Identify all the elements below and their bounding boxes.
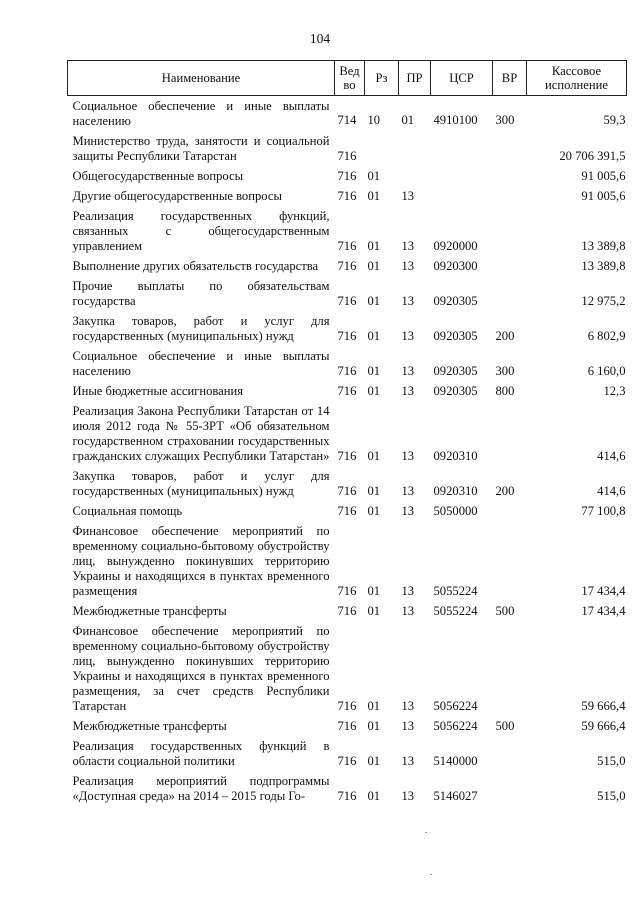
scan-speck xyxy=(430,874,432,875)
row-pr: 13 xyxy=(401,484,415,498)
page-number: 104 xyxy=(309,31,331,46)
row-rz: 01 xyxy=(367,754,381,768)
scan-speck xyxy=(425,832,427,833)
row-ved: 716 xyxy=(337,719,357,733)
row-rz: 01 xyxy=(367,699,381,713)
row-csr: 5146027 xyxy=(433,789,478,803)
row-ved: 716 xyxy=(337,149,357,163)
row-sum: 77 100,8 xyxy=(581,504,626,518)
row-vr: 200 xyxy=(495,329,515,343)
row-sum: 6 802,9 xyxy=(587,329,626,343)
row-rz: 01 xyxy=(367,484,381,498)
row-vr xyxy=(493,736,527,771)
row-ved: 716 xyxy=(337,584,357,598)
row-sum: 515,0 xyxy=(597,789,626,803)
row-sum: 13 389,8 xyxy=(581,259,626,273)
budget-table xyxy=(67,60,627,806)
row-pr: 13 xyxy=(401,259,415,273)
row-rz xyxy=(365,131,399,166)
row-sum: 515,0 xyxy=(597,754,626,768)
row-rz: 01 xyxy=(367,294,381,308)
table-row xyxy=(68,311,627,346)
row-sum: 17 434,4 xyxy=(581,604,626,618)
row-ved: 716 xyxy=(337,189,357,203)
row-rz: 01 xyxy=(367,259,381,273)
row-rz: 01 xyxy=(367,189,381,203)
row-pr: 13 xyxy=(401,504,415,518)
row-pr: 13 xyxy=(401,719,415,733)
row-pr: 13 xyxy=(401,294,415,308)
table-row xyxy=(68,601,627,621)
row-rz: 01 xyxy=(367,449,381,463)
row-pr: 13 xyxy=(401,604,415,618)
header-vr: ВР xyxy=(493,61,527,96)
table-row xyxy=(68,166,627,186)
row-rz: 01 xyxy=(367,329,381,343)
table-row xyxy=(68,381,627,401)
row-ved: 716 xyxy=(337,364,357,378)
row-ved: 716 xyxy=(337,504,357,518)
row-sum: 414,6 xyxy=(597,449,626,463)
row-pr: 13 xyxy=(401,789,415,803)
row-csr: 5056224 xyxy=(433,719,478,733)
table-row xyxy=(68,346,627,381)
row-pr: 13 xyxy=(401,384,415,398)
row-rz: 01 xyxy=(367,239,381,253)
row-pr: 13 xyxy=(401,364,415,378)
row-rz: 10 xyxy=(367,113,381,127)
row-csr: 5050000 xyxy=(433,504,478,518)
table-row xyxy=(68,401,627,466)
header-ved: Ведво xyxy=(335,61,365,96)
row-rz: 01 xyxy=(367,604,381,618)
row-csr: 0920000 xyxy=(433,239,478,253)
row-ved: 716 xyxy=(337,699,357,713)
row-csr: 4910100 xyxy=(433,113,478,127)
row-rz: 01 xyxy=(367,384,381,398)
table-row xyxy=(68,466,627,501)
header-sum: Кассовое исполнение xyxy=(527,61,627,96)
row-sum: 12 975,2 xyxy=(581,294,626,308)
row-ved: 716 xyxy=(337,239,357,253)
table-row xyxy=(68,771,627,806)
row-vr: 500 xyxy=(495,604,515,618)
row-ved: 716 xyxy=(337,384,357,398)
row-sum: 414,6 xyxy=(597,484,626,498)
row-sum: 17 434,4 xyxy=(581,584,626,598)
header-rz: Рз xyxy=(365,61,399,96)
row-csr: 0920300 xyxy=(433,259,478,273)
row-sum: 59,3 xyxy=(603,113,626,127)
row-rz: 01 xyxy=(367,789,381,803)
row-name: Межбюджетные трансферты xyxy=(72,604,227,618)
row-vr xyxy=(493,521,527,601)
table-row xyxy=(68,186,627,206)
row-vr xyxy=(493,131,527,166)
row-csr: 5056224 xyxy=(433,699,478,713)
row-name: Закупка товаров, работ и услуг для государственных (муниципальных) нужд xyxy=(72,314,330,343)
row-vr xyxy=(493,276,527,311)
row-csr: 0920310 xyxy=(433,449,478,463)
row-csr: 5055224 xyxy=(433,584,478,598)
row-vr: 300 xyxy=(495,113,515,127)
row-pr: 13 xyxy=(401,584,415,598)
row-csr: 0920305 xyxy=(433,364,478,378)
table-row xyxy=(68,276,627,311)
table-row xyxy=(68,256,627,276)
row-sum: 13 389,8 xyxy=(581,239,626,253)
row-ved: 716 xyxy=(337,294,357,308)
table-header-row xyxy=(68,61,627,96)
row-ved: 716 xyxy=(337,484,357,498)
row-csr: 0920305 xyxy=(433,329,478,343)
table-row xyxy=(68,96,627,132)
row-name: Социальная помощь xyxy=(72,504,183,518)
row-name: Реализация государственных функций в области социальной политики xyxy=(72,739,330,768)
row-ved: 716 xyxy=(337,754,357,768)
row-name: Выполнение других обязательств государства xyxy=(72,259,319,273)
row-ved: 716 xyxy=(337,449,357,463)
table-row xyxy=(68,716,627,736)
row-vr: 500 xyxy=(495,719,515,733)
row-sum: 91 005,6 xyxy=(581,189,626,203)
row-sum: 59 666,4 xyxy=(581,699,626,713)
table-row xyxy=(68,501,627,521)
row-csr: 0920305 xyxy=(433,384,478,398)
row-ved: 716 xyxy=(337,329,357,343)
table-row xyxy=(68,206,627,256)
row-rz: 01 xyxy=(367,584,381,598)
row-pr: 13 xyxy=(401,239,415,253)
row-rz: 01 xyxy=(367,364,381,378)
row-vr xyxy=(493,771,527,806)
row-name: Общегосударственные вопросы xyxy=(72,169,244,183)
row-csr xyxy=(431,166,493,186)
row-csr: 0920310 xyxy=(433,484,478,498)
row-name: Закупка товаров, работ и услуг для государственных (муниципальных) нужд xyxy=(72,469,330,498)
row-csr xyxy=(431,131,493,166)
row-pr: 13 xyxy=(401,189,415,203)
row-sum: 59 666,4 xyxy=(581,719,626,733)
row-pr: 01 xyxy=(401,113,415,127)
row-vr: 300 xyxy=(495,364,515,378)
row-csr: 5055224 xyxy=(433,604,478,618)
row-name: Прочие выплаты по обязательствам государства xyxy=(72,279,330,308)
row-sum: 20 706 391,5 xyxy=(559,149,626,163)
row-csr xyxy=(431,186,493,206)
row-csr: 0920305 xyxy=(433,294,478,308)
row-name: Финансовое обеспечение мероприятий по временному социально-бытовому обустройству лиц, вынужденно покинувших территорию Украины и находящихся в пунктах временного размещения xyxy=(72,524,330,598)
row-sum: 91 005,6 xyxy=(581,169,626,183)
row-vr xyxy=(493,186,527,206)
row-sum: 12,3 xyxy=(603,384,626,398)
row-vr xyxy=(493,256,527,276)
row-ved: 716 xyxy=(337,169,357,183)
row-rz: 01 xyxy=(367,169,381,183)
row-sum: 6 160,0 xyxy=(587,364,626,378)
table-row xyxy=(68,621,627,716)
row-pr xyxy=(399,131,431,166)
header-name: Наименование xyxy=(68,61,335,96)
row-pr: 13 xyxy=(401,699,415,713)
table-row xyxy=(68,521,627,601)
row-vr: 200 xyxy=(495,484,515,498)
row-vr xyxy=(493,206,527,256)
row-pr xyxy=(399,166,431,186)
row-name: Реализация государственных функций, связанных с общегосударственным управлением xyxy=(72,209,330,253)
row-ved: 716 xyxy=(337,604,357,618)
row-rz: 01 xyxy=(367,504,381,518)
row-vr xyxy=(493,401,527,466)
row-rz: 01 xyxy=(367,719,381,733)
row-name: Министерство труда, занятости и социальной защиты Республики Татарстан xyxy=(72,134,330,163)
row-name: Межбюджетные трансферты xyxy=(72,719,227,733)
row-vr xyxy=(493,166,527,186)
table-row xyxy=(68,736,627,771)
row-name: Реализация Закона Республики Татарстан от 14 июля 2012 года № 55-ЗРТ «Об обязательном государственном страховании государственных гражданских служащих Республики Татарстан» xyxy=(72,404,330,463)
header-csr: ЦСР xyxy=(431,61,493,96)
row-csr: 5140000 xyxy=(433,754,478,768)
row-ved: 716 xyxy=(337,259,357,273)
row-vr: 800 xyxy=(495,384,515,398)
row-ved: 714 xyxy=(337,113,357,127)
row-ved: 716 xyxy=(337,789,357,803)
row-pr: 13 xyxy=(401,329,415,343)
row-name: Социальное обеспечение и иные выплаты населению xyxy=(72,349,330,378)
row-vr xyxy=(493,621,527,716)
table-row xyxy=(68,131,627,166)
row-vr xyxy=(493,501,527,521)
row-name: Другие общегосударственные вопросы xyxy=(72,189,282,203)
header-pr: ПР xyxy=(399,61,431,96)
row-name: Финансовое обеспечение мероприятий по временному социально-бытовому обустройству лиц, вынужденно покинувших территорию Украины и находящихся в пунктах временного размещения, за счет средств Республики Татарстан xyxy=(72,624,330,713)
row-name: Социальное обеспечение и иные выплаты населению xyxy=(72,99,330,128)
row-name: Реализация мероприятий подпрограммы «Доступная среда» на 2014 – 2015 годы Го- xyxy=(72,774,330,803)
row-name: Иные бюджетные ассигнования xyxy=(72,384,244,398)
row-pr: 13 xyxy=(401,449,415,463)
row-pr: 13 xyxy=(401,754,415,768)
